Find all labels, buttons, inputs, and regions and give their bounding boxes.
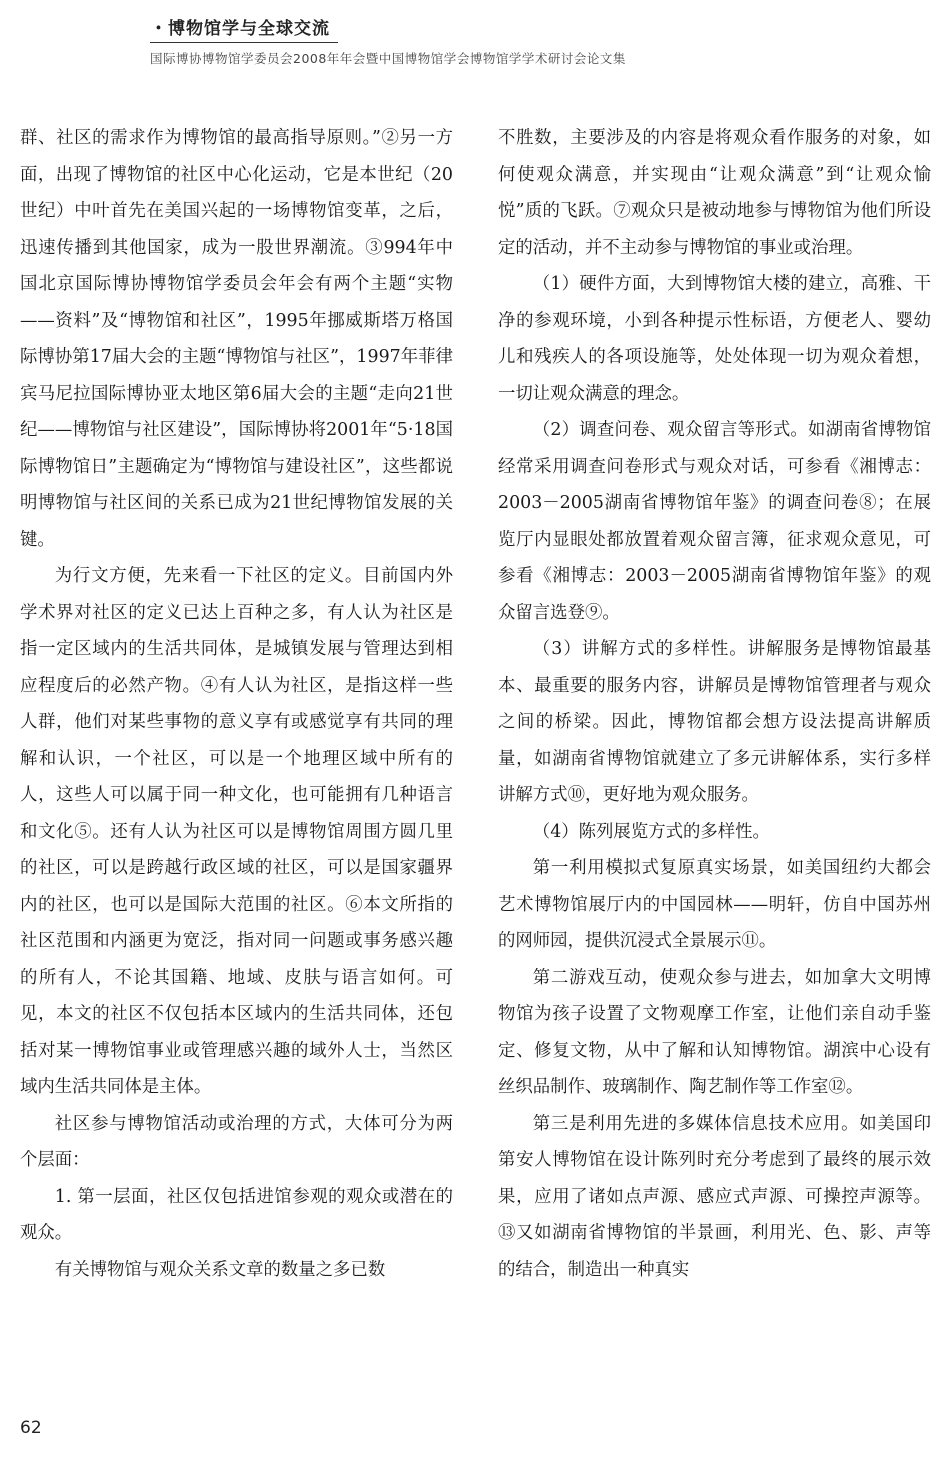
paragraph: 第三是利用先进的多媒体信息技术应用。如美国印第安人博物馆在设计陈列时充分考虑到了最终的展示效果，应用了诸如点声源、感应式声源、可操控声源等。⑬又如湖南省博物馆的半景画，利用光、色、影、声等的结合，制造出一种真实: [498, 1113, 931, 1280]
page-number: 62: [20, 1418, 42, 1438]
paragraph: 为行文方便，先来看一下社区的定义。目前国内外学术界对社区的定义已达上百种之多，有人认为社区是指一定区域内的生活共同体，是城镇发展与管理达到相应程度后的必然产物。④有人认为社区，是指这样一些人群，他们对某些事物的意义享有或感觉享有共同的理解和认识，一个社区，可以是一个地理区域中所有的人，这些人可以属于同一种文化，也可能拥有几种语言和文化⑤。还有人认为社区可以是博物馆周围方圆几里的社区，可以是跨越行政区域的社区，可以是国家疆界内的社区，也可以是国际大范围的社区。⑥本文所指的社区范围和内涵更为宽泛，指对同一问题或事务感兴趣的所有人，不论其国籍、地域、皮肤与语言如何。可见，本文的社区不仅包括本区域内的生活共同体，还包括对某一博物馆事业或管理感兴趣的域外人士，当然区域内生活共同体是主体。: [20, 566, 453, 1097]
paragraph: 群、社区的需求作为博物馆的最高指导原则。”②另一方面，出现了博物馆的社区中心化运动，它是本世纪（20世纪）中叶首先在美国兴起的一场博物馆变革，之后，迅速传播到其他国家，成为一股世界潮流。③994年中国北京国际博协博物馆学委员会年会有两个主题“实物——资料”及“博物馆和社区”，1995年挪威斯塔万格国际博协第17届大会的主题“博物馆与社区”，1997年菲律宾马尼拉国际博协亚太地区第6届大会的主题“走向21世纪——博物馆与社区建设”，国际博协将2001年“5·18国际博物馆日”主题确定为“博物馆与建设社区”，这些都说明博物馆与社区间的关系已成为21世纪博物馆发展的关键。: [20, 128, 453, 550]
paragraph: 1. 第一层面，社区仅包括进馆参观的观众或潜在的观众。: [20, 1186, 453, 1243]
paragraph: 第一利用模拟式复原真实场景，如美国纽约大都会艺术博物馆展厅内的中国园林——明轩，仿自中国苏州的网师园，提供沉浸式全景展示⑪。: [498, 858, 931, 951]
left-column: [20, 120, 453, 1288]
paragraph: （4）陈列展览方式的多样性。: [532, 821, 770, 842]
running-header: [150, 14, 626, 67]
paragraph: （2）调查问卷、观众留言等形式。如湖南省博物馆经常采用调查问卷形式与观众对话，可参看《湘博志：2003－2005湖南省博物馆年鉴》的调查问卷⑧；在展览厅内显眼处都放置着观众留言簿，征求观众意见，可参看《湘博志：2003－2005湖南省博物馆年鉴》的观众留言选登⑨。: [498, 420, 931, 623]
paragraph: 第二游戏互动，使观众参与进去，如加拿大文明博物馆为孩子设置了文物观摩工作室，让他们亲自动手鉴定、修复文物，从中了解和认知博物馆。湖滨中心设有丝织品制作、玻璃制作、陶艺制作等工作室⑫。: [498, 967, 931, 1097]
paragraph: 有关博物馆与观众关系文章的数量之多已数: [54, 1259, 386, 1280]
paragraph: （3）讲解方式的多样性。讲解服务是博物馆最基本、最重要的服务内容，讲解员是博物馆管理者与观众之间的桥梁。因此，博物馆都会想方设法提高讲解质量，如湖南省博物馆就建立了多元讲解体系，实行多样讲解方式⑩，更好地为观众服务。: [498, 639, 931, 805]
header-subtitle: 国际博协博物馆学委员会2008年年会暨中国博物馆学会博物馆学学术研讨会论文集: [150, 51, 626, 66]
header-title: ・博物馆学与全球交流: [150, 14, 338, 43]
paragraph: （1）硬件方面，大到博物馆大楼的建立，高雅、干净的参观环境，小到各种提示性标语，方便老人、婴幼儿和残疾人的各项设施等，处处体现一切为观众着想，一切让观众满意的理念。: [498, 274, 931, 404]
right-column: [498, 120, 931, 1288]
paragraph: 不胜数，主要涉及的内容是将观众看作服务的对象，如何使观众满意，并实现由“让观众满意”到“让观众愉悦”质的飞跃。⑦观众只是被动地参与博物馆为他们所设定的活动，并不主动参与博物馆的事业或治理。: [498, 128, 931, 258]
paragraph: 社区参与博物馆活动或治理的方式，大体可分为两个层面：: [20, 1113, 453, 1170]
